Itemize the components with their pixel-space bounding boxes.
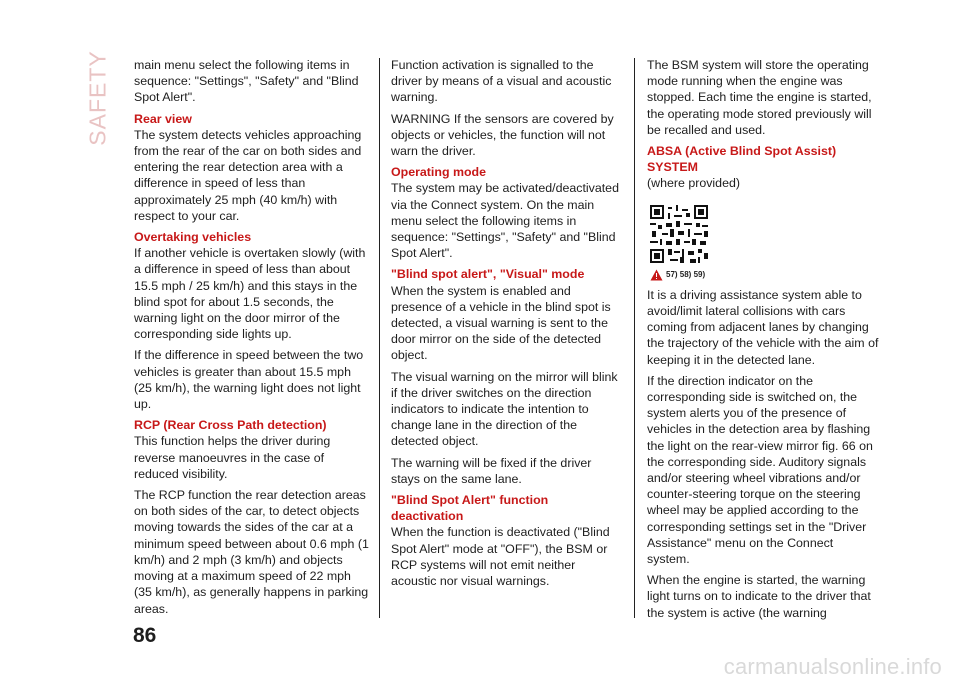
- paragraph: The RCP function the rear detection areas on both sides of the car, to detect objects moving towards the sides of the car at a minimum speed between about 0.6 mph (1 km/h) and 2 mph (3 km/h) and objects moving at a maximum speed of 22 mph (35 km/h), as generally happens in parking areas.: [134, 488, 369, 616]
- paragraph: main menu select the following items in sequence: "Settings", "Safety" and "Blind Spot Alert".: [134, 58, 359, 105]
- paragraph: The warning will be fixed if the driver stays on the same lane.: [391, 455, 592, 486]
- where-provided-note: (where provided): [647, 176, 740, 191]
- column-3: [647, 57, 879, 626]
- qr-code-icon[interactable]: [650, 205, 708, 263]
- column-2: [391, 57, 623, 594]
- column-divider: [634, 58, 635, 618]
- paragraph: If the difference in speed between the two vehicles is greater than about 15.5 mph (25 km/h), the warning light does not light up.: [134, 348, 364, 412]
- paragraph: When the function is deactivated ("Blind Spot Alert" mode at "OFF"), the BSM or RCP systems will not emit neither acoustic nor visual warnings.: [391, 525, 610, 589]
- heading-rcp: RCP (Rear Cross Path detection): [134, 418, 327, 433]
- warning-triangle-icon: [650, 269, 663, 281]
- paragraph: When the system is enabled and presence of a vehicle in the blind spot is detected, a visual warning is sent to the door mirror on the side of the detected object.: [391, 283, 611, 363]
- heading-rear-view: Rear view: [134, 111, 192, 126]
- heading-absa: ABSA (Active Blind Spot Assist) SYSTEM: [647, 144, 837, 175]
- paragraph: WARNING If the sensors are covered by objects or vehicles, the function will not warn the driver.: [391, 111, 614, 159]
- paragraph: This function helps the driver during reverse manoeuvres in the case of reduced visibility.: [134, 434, 331, 481]
- paragraph: Function activation is signalled to the driver by means of a visual and acoustic warning.: [391, 58, 612, 105]
- warning-references: [650, 267, 879, 283]
- heading-overtaking: Overtaking vehicles: [134, 230, 252, 245]
- paragraph: The system may be activated/deactivated via the Connect system. On the main menu select the following items in sequence: "Settings", "Safety" and "Blind Spot Alert".: [391, 181, 619, 261]
- paragraph: If the direction indicator on the corresponding side is switched on, the system alerts you of the presence of vehicles in the detection area by flashing the light on the rear-view mirror fig. 66 on the corresponding side. Auditory signals and/or steering wheel vibrations and/or counter-steering torque on the steering wheel may be applied according to the corresponding settings set in the "Driver Assistance" menu on the Connect system.: [647, 373, 873, 567]
- paragraph: The BSM system will store the operating mode running when the engine was stopped. Each time the engine is started, the operating mode stored previously will be recalled and used.: [647, 58, 872, 137]
- paragraph: When the engine is started, the warning light turns on to indicate to the driver that the system is active (the warning: [647, 573, 871, 620]
- heading-operating-mode: Operating mode: [391, 165, 487, 180]
- paragraph: If another vehicle is overtaken slowly (with a difference in speed of less than about 15.5 mph / 25 km/h) and this stays in the blind spot for about 1.5 seconds, the warning light on the door mirror of the corresponding side lights up.: [134, 246, 366, 342]
- paragraph: The visual warning on the mirror will blink if the driver switches on the direction indicators to indicate the intention to change lane in the direction of the detected object.: [391, 369, 618, 449]
- heading-deactivation: "Blind Spot Alert" function deactivation: [391, 493, 549, 524]
- page-number: 86: [133, 624, 157, 647]
- section-label: SAFETY: [84, 50, 111, 146]
- column-1: [134, 57, 370, 622]
- paragraph: The system detects vehicles approaching from the rear of the car on both sides and entering the rear detection area with a difference in speed of less than approximately 25 mph (40 km/h) with respect to your car.: [134, 127, 362, 223]
- watermark: carmanualsonline.info: [723, 654, 942, 679]
- paragraph: It is a driving assistance system able to avoid/limit lateral collisions with cars coming from adjacent lanes by changing the trajectory of the vehicle with the aim of keeping it in the detected lane.: [647, 287, 879, 367]
- warning-reference-numbers: 57) 58) 59): [666, 269, 706, 279]
- column-divider: [379, 58, 380, 618]
- heading-blind-spot-visual: "Blind spot alert", "Visual" mode: [391, 267, 585, 282]
